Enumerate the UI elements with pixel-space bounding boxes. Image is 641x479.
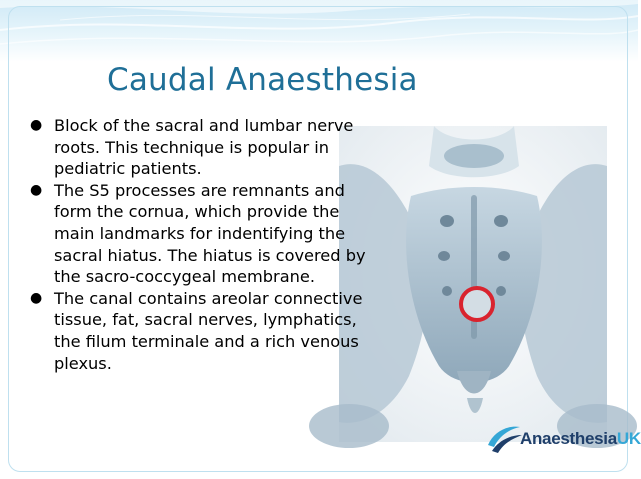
sacrum-image <box>339 126 607 442</box>
bullet-item <box>30 180 370 288</box>
bullet-icon: ● <box>30 289 43 306</box>
bullet-text: The canal contains areolar connective tissue, fat, sacral nerves, lymphatics, the filum terminale and a rich venous plexus. <box>54 288 363 373</box>
logo-text-part1: Anaesthesia <box>520 429 617 448</box>
bullet-item <box>30 115 370 180</box>
bullet-text: The S5 processes are remnants and form the cornua, which provide the main landmarks for indentifying the sacral hiatus. The hiatus is covered by the sacro-coccygeal membrane. <box>54 180 366 287</box>
logo-text <box>520 429 641 449</box>
logo-text-part2: UK <box>616 429 641 448</box>
anaesthesiauk-logo <box>484 415 641 459</box>
sacrum-bone-icon <box>339 126 607 442</box>
bullet-icon: ● <box>30 117 43 133</box>
bullet-icon: ● <box>30 181 43 198</box>
bullet-list <box>30 115 370 374</box>
bullet-text: Block of the sacral and lumbar nerve roots. This technique is popular in pediatric patients. <box>54 116 354 179</box>
slide-title: Caudal Anaesthesia <box>107 62 418 98</box>
hiatus-highlight-circle <box>461 288 493 320</box>
swoosh-logo-icon <box>484 417 524 457</box>
bullet-item <box>30 288 370 374</box>
